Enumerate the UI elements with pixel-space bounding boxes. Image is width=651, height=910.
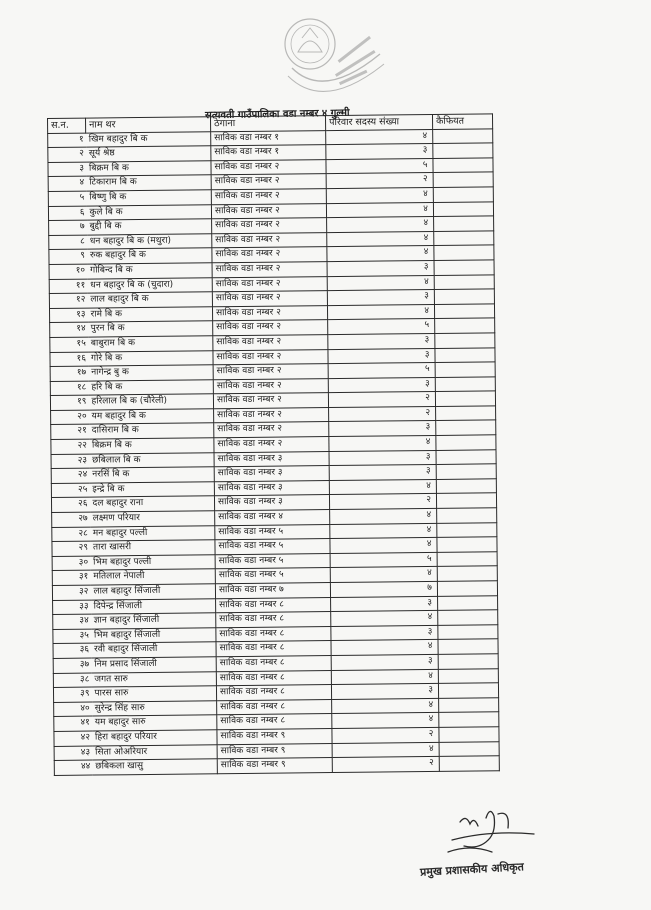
row-sn-cell: १५	[50, 337, 88, 352]
row-sn-cell: २४	[51, 468, 89, 483]
row-sn-cell: २१	[51, 425, 89, 440]
row-family-count-cell: ३	[329, 465, 436, 481]
row-address-cell: साविक वडा नम्बर ३	[214, 451, 329, 467]
row-remarks-cell	[434, 216, 494, 231]
row-family-count-cell: २	[332, 727, 439, 743]
row-name-cell: नरसिं बि क	[89, 467, 214, 483]
row-name-cell: यम बहादुर सारु	[92, 715, 217, 731]
row-name-cell: टिकाराम बि क	[86, 175, 211, 191]
row-name-cell: सूर्य श्रेष्ठ	[86, 146, 211, 162]
row-name-cell: कुले बि क	[86, 204, 211, 220]
row-name-cell: ज्ञान बहादुर सिंजाली	[91, 613, 216, 629]
row-family-count-cell: ४	[331, 640, 438, 656]
row-family-count-cell: २	[326, 173, 433, 189]
row-address-cell: साविक वडा नम्बर ३	[214, 495, 329, 511]
row-address-cell: साविक वडा नम्बर २	[214, 407, 329, 423]
row-name-cell: भिम बहादुर पल्ली	[90, 555, 215, 571]
row-remarks-cell	[433, 172, 493, 187]
signature-caption: प्रमुख प्रशासकीय अधिकृत	[419, 860, 525, 879]
row-name-cell: हरिलाल बि क (चौरेली)	[88, 394, 213, 410]
row-address-cell: साविक वडा नम्बर ५	[215, 568, 330, 584]
row-remarks-cell	[436, 435, 496, 450]
row-sn-cell: ११	[49, 279, 87, 294]
row-remarks-cell	[435, 347, 495, 362]
row-family-count-cell: ३	[331, 684, 438, 700]
row-remarks-cell	[434, 304, 494, 319]
row-sn-cell: ३१	[52, 570, 90, 585]
row-family-count-cell: ५	[330, 552, 437, 568]
row-sn-cell: ३७	[53, 658, 91, 673]
row-remarks-cell	[435, 318, 495, 333]
row-family-count-cell: ३	[328, 377, 435, 393]
row-remarks-cell	[434, 260, 494, 275]
row-family-count-cell: ५	[326, 158, 433, 174]
row-address-cell: साविक वडा नम्बर ८	[216, 685, 331, 701]
row-remarks-cell	[437, 566, 497, 581]
row-address-cell: साविक वडा नम्बर ४	[215, 510, 330, 526]
row-name-cell: तारा खासरी	[90, 540, 215, 556]
row-remarks-cell	[438, 625, 498, 640]
row-family-count-cell: ३	[328, 333, 435, 349]
row-sn-cell: ७	[49, 220, 87, 235]
row-family-count-cell: २	[332, 757, 439, 773]
row-address-cell: साविक वडा नम्बर ३	[214, 466, 329, 482]
row-remarks-cell	[436, 449, 496, 464]
row-sn-cell: १२	[49, 293, 87, 308]
row-name-cell: बाबुराम बि क	[88, 336, 213, 352]
row-sn-cell: ८	[49, 235, 87, 250]
row-sn-cell: १८	[50, 381, 88, 396]
row-sn-cell: ३८	[53, 673, 91, 688]
row-name-cell: हिरा बहादुर परियार	[92, 730, 217, 746]
row-sn-cell: ४३	[54, 746, 92, 761]
row-name-cell: रुक बहादुर बि क	[87, 248, 212, 264]
row-sn-cell: २६	[51, 498, 89, 513]
row-family-count-cell: ४	[332, 713, 439, 729]
row-address-cell: साविक वडा नम्बर ८	[216, 597, 331, 613]
row-sn-cell: ४	[48, 176, 86, 191]
row-family-count-cell: ४	[327, 246, 434, 262]
row-family-count-cell: ५	[328, 363, 435, 379]
row-family-count-cell: ३	[327, 290, 434, 306]
row-sn-cell: ५	[48, 191, 86, 206]
row-sn-cell: १७	[50, 366, 88, 381]
row-name-cell: छबिकला खासु	[92, 759, 217, 775]
row-family-count-cell: ३	[331, 596, 438, 612]
row-remarks-cell	[436, 406, 496, 421]
row-family-count-cell: ४	[326, 129, 433, 145]
row-address-cell: साविक वडा नम्बर ५	[215, 553, 330, 569]
row-remarks-cell	[438, 683, 498, 698]
row-address-cell: साविक वडा नम्बर ९	[217, 728, 332, 744]
row-family-count-cell: ३	[328, 348, 435, 364]
row-name-cell: गोबिन्द बि क	[87, 263, 212, 279]
row-sn-cell: १	[48, 133, 86, 148]
official-seal	[262, 8, 392, 108]
row-family-count-cell: ४	[327, 304, 434, 320]
row-remarks-cell	[435, 391, 495, 406]
row-remarks-cell	[438, 668, 498, 683]
row-family-count-cell: २	[329, 406, 436, 422]
row-remarks-cell	[438, 639, 498, 654]
row-address-cell: साविक वडा नम्बर ८	[217, 699, 332, 715]
row-name-cell: इन्द्रे बि क	[89, 482, 214, 498]
row-sn-cell: ३३	[53, 600, 91, 615]
row-address-cell: साविक वडा नम्बर ७	[215, 583, 330, 599]
row-address-cell: साविक वडा नम्बर २	[213, 364, 328, 380]
row-sn-cell: ४०	[54, 702, 92, 717]
row-name-cell: बिक्रम बि क	[89, 438, 214, 454]
row-address-cell: साविक वडा नम्बर ९	[217, 743, 332, 759]
row-address-cell: साविक वडा नम्बर २	[212, 232, 327, 248]
row-remarks-cell	[437, 581, 497, 596]
row-remarks-cell	[436, 493, 496, 508]
row-address-cell: साविक वडा नम्बर २	[213, 393, 328, 409]
row-name-cell: बुद्दी बि क	[87, 219, 212, 235]
row-sn-cell: २८	[52, 527, 90, 542]
row-name-cell: सुरेन्द्र सिंह सारु	[92, 701, 217, 717]
row-family-count-cell: ७	[330, 581, 437, 597]
row-address-cell: साविक वडा नम्बर २	[211, 174, 326, 190]
row-family-count-cell: २	[329, 494, 436, 510]
row-name-cell: मतिलाल नेपाली	[90, 569, 215, 585]
row-name-cell: धन बहादुर बि क (मथुरा)	[87, 234, 212, 250]
header-name: नाम थर	[86, 117, 211, 133]
row-family-count-cell: ४	[326, 187, 433, 203]
row-address-cell: साविक वडा नम्बर ८	[216, 626, 331, 642]
row-address-cell: साविक वडा नम्बर २	[212, 305, 327, 321]
row-address-cell: साविक वडा नम्बर ३	[214, 480, 329, 496]
header-remarks: कैफियत	[432, 114, 492, 129]
row-name-cell: दिपेन्द्र सिंजाली	[91, 598, 216, 614]
row-sn-cell: २	[48, 147, 86, 162]
row-name-cell: लाल बहादुर सिंजाली	[90, 584, 215, 600]
row-remarks-cell	[434, 245, 494, 260]
row-address-cell: साविक वडा नम्बर २	[211, 203, 326, 219]
row-address-cell: साविक वडा नम्बर ८	[216, 612, 331, 628]
row-address-cell: साविक वडा नम्बर ८	[216, 670, 331, 686]
row-name-cell: छबिलाल बि क	[89, 452, 214, 468]
row-sn-cell: ४४	[54, 760, 92, 775]
row-remarks-cell	[439, 756, 499, 771]
row-address-cell: साविक वडा नम्बर ८	[216, 656, 331, 672]
row-remarks-cell	[438, 595, 498, 610]
row-name-cell: दल बहादुर राना	[89, 496, 214, 512]
row-family-count-cell: ४	[330, 567, 437, 583]
row-name-cell: लक्ष्मण परियार	[90, 511, 215, 527]
row-remarks-cell	[433, 158, 493, 173]
row-remarks-cell	[439, 741, 499, 756]
row-sn-cell: २७	[52, 512, 90, 527]
row-remarks-cell	[433, 143, 493, 158]
row-name-cell: दासिराम बि क	[89, 423, 214, 439]
row-sn-cell: १४	[50, 322, 88, 337]
row-name-cell: जगत सारु	[91, 671, 216, 687]
row-name-cell: गोरे बि क	[88, 350, 213, 366]
row-remarks-cell	[433, 128, 493, 143]
row-sn-cell: १०	[49, 264, 87, 279]
row-sn-cell: २५	[51, 483, 89, 498]
row-family-count-cell: ५	[328, 319, 435, 335]
row-name-cell: पुरन बि क	[88, 321, 213, 337]
row-remarks-cell	[436, 479, 496, 494]
row-sn-cell: २९	[52, 541, 90, 556]
row-address-cell: साविक वडा नम्बर २	[212, 262, 327, 278]
row-sn-cell: ३६	[53, 643, 91, 658]
row-name-cell: रवी बहादुर सिंजाली	[91, 642, 216, 658]
row-address-cell: साविक वडा नम्बर २	[213, 349, 328, 365]
page-title: सत्यवती गाउँपालिका वडा नम्बर ४ गुल्मी	[204, 107, 350, 122]
row-family-count-cell: ४	[329, 436, 436, 452]
row-family-count-cell: ३	[331, 625, 438, 641]
row-remarks-cell	[437, 537, 497, 552]
row-address-cell: साविक वडा नम्बर ५	[215, 539, 330, 555]
row-remarks-cell	[437, 552, 497, 567]
row-sn-cell: १६	[50, 352, 88, 367]
row-name-cell: भिम बहादुर सिंजाली	[91, 628, 216, 644]
row-address-cell: साविक वडा नम्बर २	[212, 276, 327, 292]
row-name-cell: बिक्रम बि क	[86, 161, 211, 177]
member-table	[47, 113, 500, 775]
row-remarks-cell	[436, 420, 496, 435]
row-remarks-cell	[437, 508, 497, 523]
row-remarks-cell	[435, 362, 495, 377]
row-family-count-cell: ४	[331, 669, 438, 685]
row-remarks-cell	[439, 727, 499, 742]
row-address-cell: साविक वडा नम्बर २	[211, 159, 326, 175]
row-remarks-cell	[439, 712, 499, 727]
row-remarks-cell	[439, 698, 499, 713]
row-remarks-cell	[433, 201, 493, 216]
row-name-cell: हरि बि क	[88, 379, 213, 395]
row-address-cell: साविक वडा नम्बर २	[213, 378, 328, 394]
row-address-cell: साविक वडा नम्बर २	[212, 291, 327, 307]
row-address-cell: साविक वडा नम्बर २	[214, 422, 329, 438]
row-address-cell: साविक वडा नम्बर २	[212, 218, 327, 234]
row-remarks-cell	[438, 610, 498, 625]
row-sn-cell: ४२	[54, 731, 92, 746]
row-sn-cell: ३	[48, 162, 86, 177]
row-remarks-cell	[438, 654, 498, 669]
row-sn-cell: ६	[48, 206, 86, 221]
row-family-count-cell: ३	[331, 654, 438, 670]
header-sn: स.न.	[48, 118, 86, 133]
row-family-count-cell: २	[328, 392, 435, 408]
row-address-cell: साविक वडा नम्बर ९	[217, 758, 332, 774]
row-remarks-cell	[435, 377, 495, 392]
row-family-count-cell: ३	[326, 144, 433, 160]
row-family-count-cell: ४	[329, 479, 436, 495]
row-family-count-cell: ४	[330, 523, 437, 539]
row-family-count-cell: ४	[327, 217, 434, 233]
row-family-count-cell: ३	[329, 450, 436, 466]
row-family-count-cell: ४	[332, 742, 439, 758]
row-family-count-cell: ४	[327, 275, 434, 291]
row-address-cell: साविक वडा नम्बर २	[214, 437, 329, 453]
row-address-cell: साविक वडा नम्बर २	[212, 247, 327, 263]
row-name-cell: निम प्रसाद सिंजाली	[91, 657, 216, 673]
row-family-count-cell: ४	[330, 508, 437, 524]
member-table-container	[47, 113, 500, 775]
row-address-cell: साविक वडा नम्बर ५	[215, 524, 330, 540]
row-sn-cell: २०	[51, 410, 89, 425]
row-address-cell: साविक वडा नम्बर २	[213, 334, 328, 350]
table-body	[48, 128, 500, 775]
row-remarks-cell	[437, 522, 497, 537]
row-remarks-cell	[433, 187, 493, 202]
header-family-count: परिवार सदस्य संख्या	[325, 114, 432, 130]
row-sn-cell: १३	[49, 308, 87, 323]
row-name-cell: नागेन्द्र बु क	[88, 365, 213, 381]
row-family-count-cell: ४	[326, 202, 433, 218]
row-sn-cell: ३५	[53, 629, 91, 644]
row-family-count-cell: ३	[327, 260, 434, 276]
row-name-cell: सिता ओअरियार	[92, 744, 217, 760]
row-name-cell: लाल बहादुर बि क	[87, 292, 212, 308]
header-address: ठेगाना	[210, 116, 325, 132]
row-name-cell: धन बहादुर बि क (चुदारा)	[87, 277, 212, 293]
row-name-cell: मन बहादुर पल्ली	[90, 525, 215, 541]
row-remarks-cell	[435, 333, 495, 348]
row-sn-cell: ४१	[54, 716, 92, 731]
row-name-cell: यम बहादुर बि क	[89, 409, 214, 425]
row-sn-cell: ३९	[53, 687, 91, 702]
row-sn-cell: ३०	[52, 556, 90, 571]
row-sn-cell: २३	[51, 454, 89, 469]
row-remarks-cell	[436, 464, 496, 479]
row-sn-cell: ३४	[53, 614, 91, 629]
row-name-cell: बिष्णु बि क	[86, 190, 211, 206]
row-remarks-cell	[434, 231, 494, 246]
row-address-cell: साविक वडा नम्बर ८	[217, 714, 332, 730]
row-sn-cell: ३२	[52, 585, 90, 600]
row-family-count-cell: ३	[329, 421, 436, 437]
row-address-cell: साविक वडा नम्बर ८	[216, 641, 331, 657]
row-sn-cell: १९	[50, 395, 88, 410]
row-family-count-cell: ४	[331, 611, 438, 627]
row-remarks-cell	[434, 289, 494, 304]
row-address-cell: साविक वडा नम्बर २	[213, 320, 328, 336]
row-family-count-cell: ४	[327, 231, 434, 247]
row-address-cell: साविक वडा नम्बर २	[211, 189, 326, 205]
row-family-count-cell: ४	[332, 698, 439, 714]
row-name-cell: रामे बि क	[87, 306, 212, 322]
row-family-count-cell: ४	[330, 538, 437, 554]
row-sn-cell: ९	[49, 249, 87, 264]
row-address-cell: साविक वडा नम्बर १	[211, 145, 326, 161]
row-remarks-cell	[434, 274, 494, 289]
row-name-cell: पारस सारु	[91, 686, 216, 702]
row-name-cell: खिम बहादुर बि क	[86, 131, 211, 147]
row-sn-cell: २२	[51, 439, 89, 454]
row-address-cell: साविक वडा नम्बर १	[211, 130, 326, 146]
